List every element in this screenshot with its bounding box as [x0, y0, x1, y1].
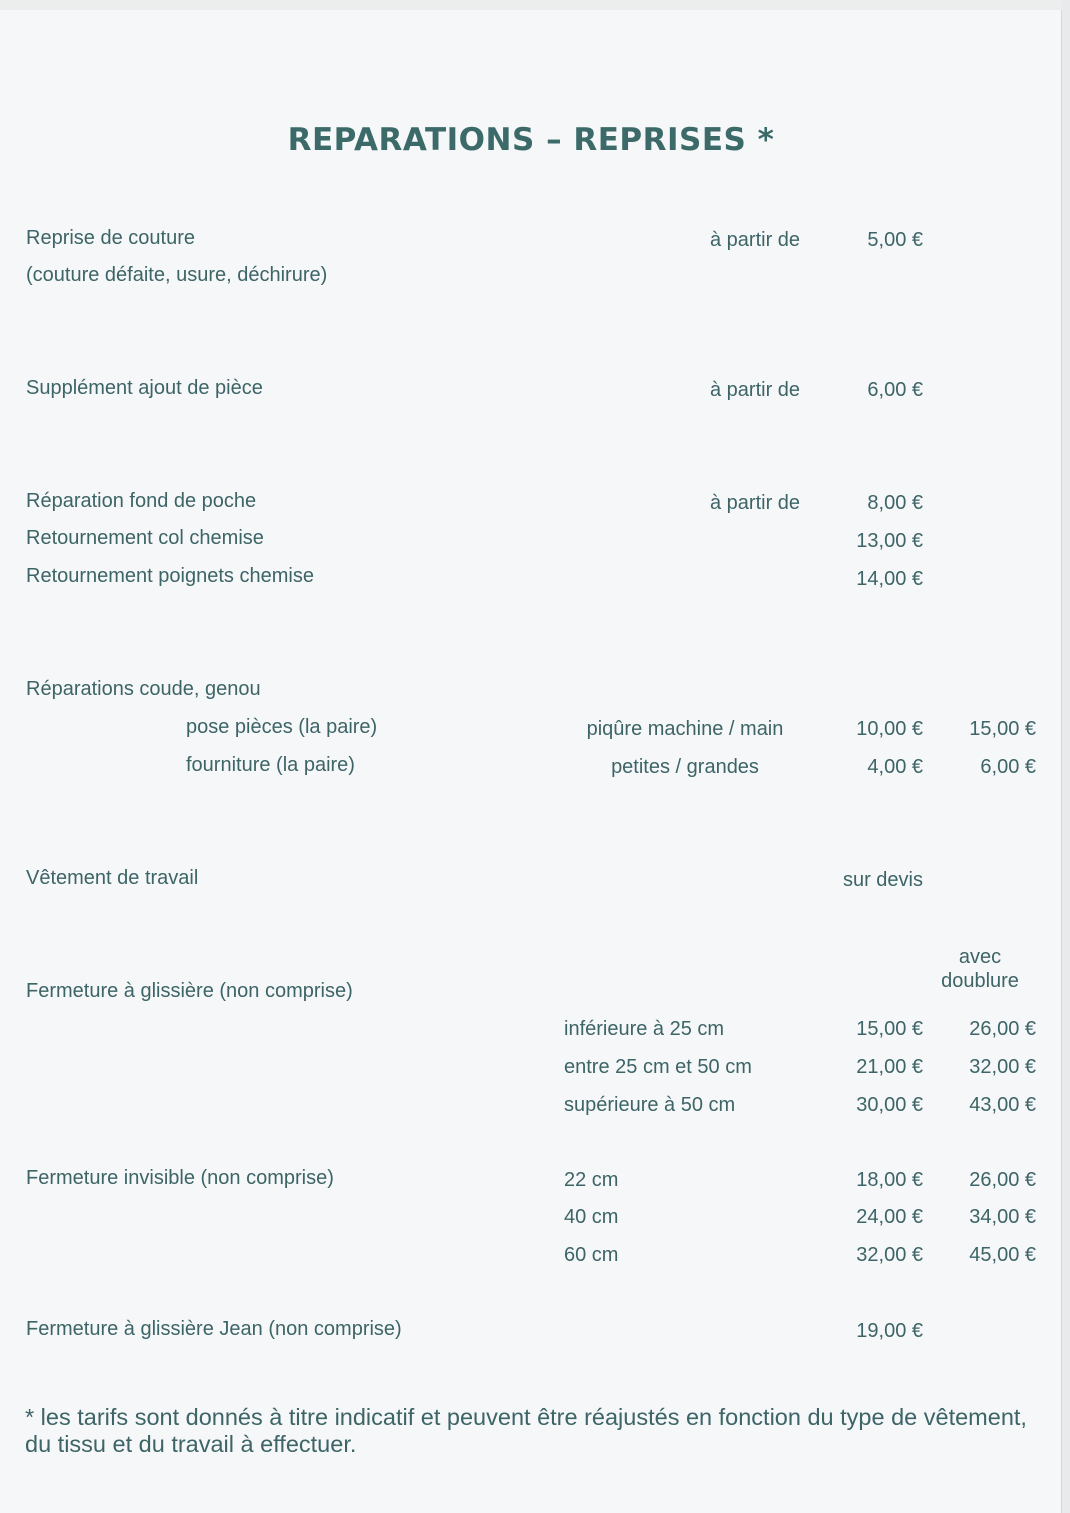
jean-price: 19,00 € — [856, 1320, 923, 1342]
pose-pieces-option: piqûre machine / main — [586, 718, 784, 740]
supplement-label: Supplément ajout de pièce — [26, 377, 263, 399]
invisible-price-lined-2: 34,00 € — [969, 1206, 1036, 1228]
jean-label: Fermeture à glissière Jean (non comprise) — [26, 1318, 402, 1340]
reprise-couture-label: Reprise de couture — [26, 227, 195, 249]
pose-pieces-label: pose pièces (la paire) — [186, 716, 378, 738]
vetement-travail-price: sur devis — [842, 869, 923, 891]
fourniture-price: 4,00 € — [867, 756, 923, 778]
invisible-price-3: 32,00 € — [856, 1244, 923, 1266]
glissiere-label: Fermeture à glissière (non comprise) — [26, 980, 353, 1002]
supplement-price: 6,00 € — [867, 379, 923, 401]
page-title: REPARATIONS – REPRISES * — [287, 122, 775, 158]
glissiere-price-2: 21,00 € — [856, 1056, 923, 1078]
fourniture-option: petites / grandes — [611, 756, 759, 778]
pose-pieces-price: 10,00 € — [856, 718, 923, 740]
poche-qualifier: à partir de — [710, 492, 801, 514]
invisible-label: Fermeture invisible (non comprise) — [26, 1167, 334, 1189]
glissiere-size-3: supérieure à 50 cm — [564, 1094, 736, 1116]
glissiere-price-3: 30,00 € — [856, 1094, 923, 1116]
reprise-couture-qualifier: à partir de — [710, 229, 801, 251]
invisible-size-2: 40 cm — [564, 1206, 619, 1228]
reprise-couture-sublabel: (couture défaite, usure, déchirure) — [26, 264, 328, 286]
reprise-couture-price: 5,00 € — [867, 229, 923, 251]
glissiere-size-2: entre 25 cm et 50 cm — [564, 1056, 752, 1078]
fourniture-label: fourniture (la paire) — [186, 754, 355, 776]
lining-header-line2: doublure — [941, 970, 1019, 992]
invisible-price-lined-1: 26,00 € — [969, 1169, 1036, 1191]
pose-pieces-price-alt: 15,00 € — [969, 718, 1036, 740]
glissiere-price-1: 15,00 € — [856, 1018, 923, 1040]
coude-genou-label: Réparations coude, genou — [26, 678, 261, 700]
col-chemise-label: Retournement col chemise — [26, 527, 264, 549]
footnote: * les tarifs sont donnés à titre indicatif et peuvent être réajustés en fonction du type de vêtement, du tissu et du travail à effectuer. — [25, 1404, 1027, 1457]
poche-price: 8,00 € — [867, 492, 923, 514]
glissiere-price-lined-3: 43,00 € — [969, 1094, 1036, 1116]
invisible-price-2: 24,00 € — [856, 1206, 923, 1228]
vetement-travail-label: Vêtement de travail — [26, 867, 199, 889]
invisible-size-3: 60 cm — [564, 1244, 619, 1266]
glissiere-price-lined-1: 26,00 € — [969, 1018, 1036, 1040]
invisible-size-1: 22 cm — [564, 1169, 619, 1191]
scan-top-band — [0, 0, 1070, 10]
scan-right-edge — [1062, 0, 1070, 1513]
poche-label: Réparation fond de poche — [26, 490, 257, 512]
invisible-price-1: 18,00 € — [856, 1169, 923, 1191]
col-chemise-price: 13,00 € — [856, 530, 923, 552]
invisible-price-lined-3: 45,00 € — [969, 1244, 1036, 1266]
poignets-chemise-price: 14,00 € — [856, 568, 923, 590]
poignets-chemise-label: Retournement poignets chemise — [26, 565, 314, 587]
fourniture-price-alt: 6,00 € — [980, 756, 1036, 778]
glissiere-size-1: inférieure à 25 cm — [564, 1018, 725, 1040]
supplement-qualifier: à partir de — [710, 379, 801, 401]
lining-header-line1: avec — [958, 946, 1002, 968]
glissiere-price-lined-2: 32,00 € — [969, 1056, 1036, 1078]
